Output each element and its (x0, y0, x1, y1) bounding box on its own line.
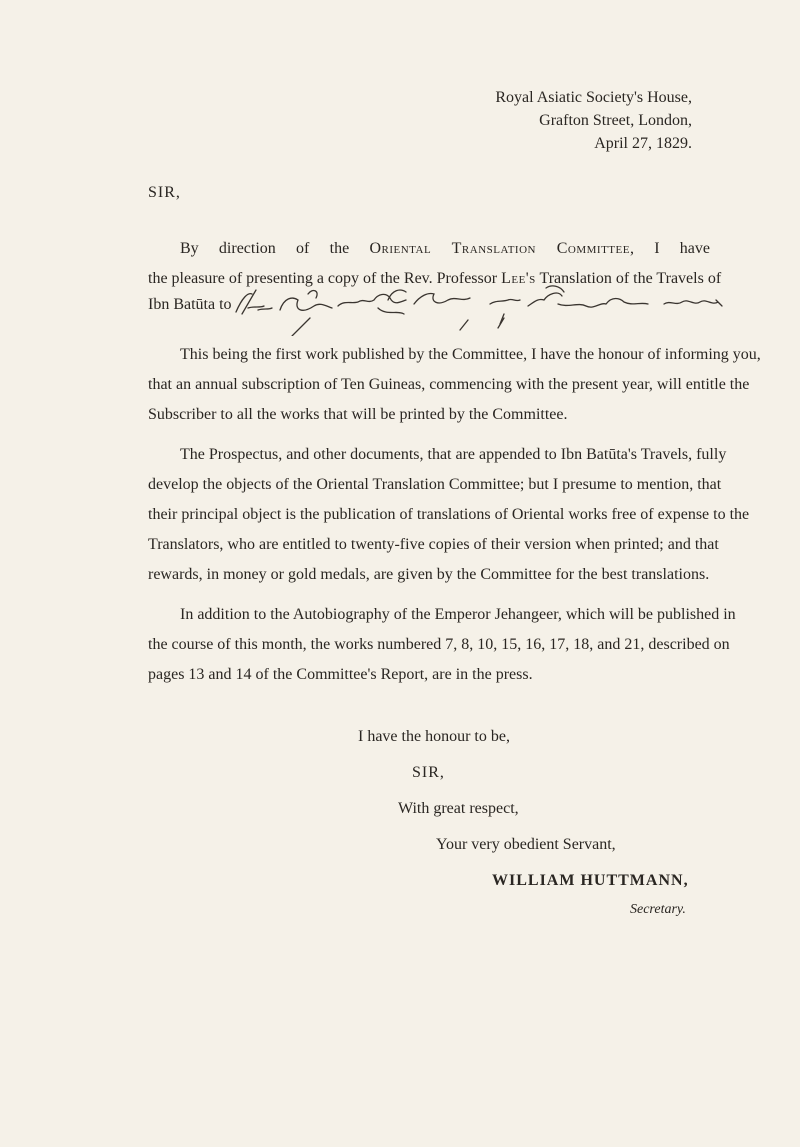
paragraph-3-line-3: their principal object is the publication of translations of Oriental works free of expense to the (148, 506, 750, 523)
paragraph-4-line-3: pages 13 and 14 of the Committee's Report, are in the press. (148, 666, 533, 683)
handwritten-recipient-inscription (228, 284, 748, 336)
paragraph-2-line-3: Subscriber to all the works that will be printed by the Committee. (148, 406, 568, 423)
paragraph-4 (148, 600, 736, 690)
paragraph-4-line-2: the course of this month, the works numbered 7, 8, 10, 15, 16, 17, 18, and 21, described on (148, 636, 730, 653)
paragraph-1-line-3: Ibn Batūta to (148, 296, 232, 313)
paragraph-3-line-4: Translators, who are entitled to twenty-five copies of their version when printed; and that (148, 536, 719, 553)
paragraph-3 (148, 440, 750, 590)
address-line-2: Grafton Street, London, (539, 112, 692, 129)
signatory-name: WILLIAM HUTTMANN, (492, 872, 689, 889)
paragraph-3-line-1: The Prospectus, and other documents, that are appended to Ibn Batūta's Travels, fully (180, 446, 727, 463)
paragraph-1-line-2: the pleasure of presenting a copy of the Rev. Professor Lee's Translation of the Travels of (148, 270, 722, 287)
committee-name: Oriental Translation Committee (369, 240, 630, 257)
address-date: April 27, 1829. (594, 135, 692, 152)
paragraph-1-line-1: By direction of the Oriental Translation Committee, I have (180, 240, 710, 257)
paragraph-2-line-1: This being the first work published by the Committee, I have the honour of informing you, (180, 346, 761, 363)
paragraph-3-line-2: develop the objects of the Oriental Translation Committee; but I presume to mention, that (148, 476, 722, 493)
closing-respect: With great respect, (398, 800, 519, 817)
professor-name: Lee's (501, 270, 536, 287)
salutation: SIR, (148, 184, 181, 201)
address-line-1: Royal Asiatic Society's House, (495, 89, 692, 106)
closing-sir: SIR, (412, 764, 445, 781)
signatory-title: Secretary. (630, 902, 686, 917)
paragraph-2 (148, 340, 761, 430)
recipient-row (148, 292, 748, 340)
closing-honour: I have the honour to be, (358, 728, 510, 745)
paragraph-2-line-2: that an annual subscription of Ten Guineas, commencing with the present year, will entitle the (148, 376, 750, 393)
paragraph-3-line-5: rewards, in money or gold medals, are given by the Committee for the best translations. (148, 566, 710, 583)
paragraph-4-line-1: In addition to the Autobiography of the Emperor Jehangeer, which will be published in (180, 606, 736, 623)
closing-servant: Your very obedient Servant, (436, 836, 616, 853)
letterhead-address (495, 86, 692, 155)
